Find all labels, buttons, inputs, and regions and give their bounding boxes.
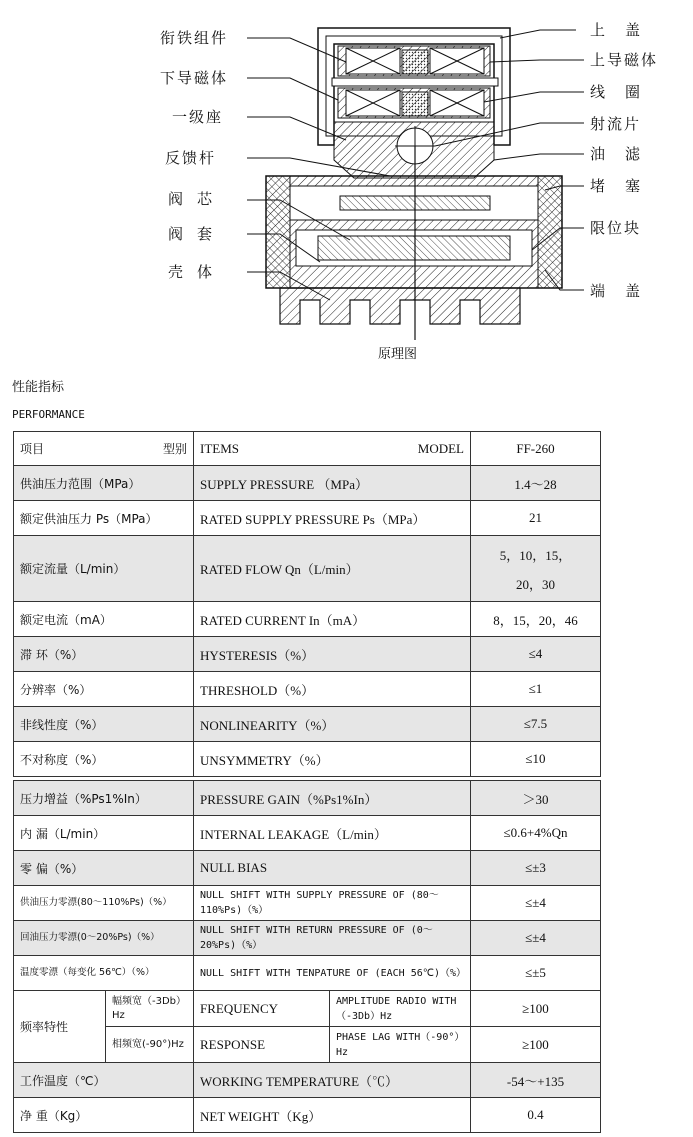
row-value-line: -54～+135 <box>506 1073 565 1089</box>
table-row-frequency-1 <box>14 991 601 1027</box>
table-row <box>14 1098 601 1133</box>
row-label-en: INTERNAL LEAKAGE（L/min） <box>194 816 471 851</box>
label-first-stage-seat: 一级座 <box>172 108 224 126</box>
row-value <box>471 956 601 991</box>
header-item-cell <box>14 432 194 466</box>
row-label-en: HYSTERESIS（%） <box>194 637 471 672</box>
row-label-en: NONLINEARITY（%） <box>194 707 471 742</box>
table-body-b <box>14 781 601 991</box>
freq-cn: 频率特性 <box>14 991 106 1063</box>
row-label-en: WORKING TEMPERATURE（℃） <box>194 1063 471 1098</box>
label-top-cover: 上盖 <box>590 21 661 39</box>
row-value-line: 8，15，20，46 <box>493 612 578 628</box>
row-value <box>471 1098 601 1133</box>
row-label-en: NULL BIAS <box>194 851 471 886</box>
header-item-cn: 项目 <box>20 442 45 456</box>
row-value-line: ≤±5 <box>525 965 546 980</box>
row-value-line: 1.4～28 <box>514 476 557 492</box>
freq-en-sub2: PHASE LAG WITH（-90°）Hz <box>330 1027 471 1063</box>
table-row <box>14 1063 601 1098</box>
row-label-en: NET WEIGHT（Kg） <box>194 1098 471 1133</box>
freq-sub1: 幅频宽（-3Db）Hz <box>106 991 194 1027</box>
label-oil-filter: 油滤 <box>590 145 661 163</box>
row-value <box>471 1063 601 1098</box>
row-label-cn: 额定供油压力 Ps（MPa） <box>14 501 194 536</box>
freq-sub2: 相频宽(-90°)Hz <box>106 1027 194 1063</box>
table-header-row <box>14 432 601 466</box>
freq-en-sub1: AMPLITUDE RADIO WITH（-3Db）Hz <box>330 991 471 1027</box>
table-body-c <box>14 1063 601 1133</box>
row-label-cn: 工作温度（℃） <box>14 1063 194 1098</box>
label-coil: 线圈 <box>590 83 661 101</box>
table-row <box>14 501 601 536</box>
row-label-en: THRESHOLD（%） <box>194 672 471 707</box>
heading-performance-en: PERFORMANCE <box>12 408 85 421</box>
row-label-cn: 不对称度（%） <box>14 742 194 777</box>
row-label-cn: 净 重（Kg） <box>14 1098 194 1133</box>
schematic-diagram <box>0 0 693 362</box>
label-armature-assembly: 衔铁组件 <box>160 29 229 47</box>
freq-en2: RESPONSE <box>194 1027 330 1063</box>
header-model-value: FF-260 <box>471 432 601 466</box>
row-label-cn: 额定电流（mA） <box>14 602 194 637</box>
row-value-line: ≤±4 <box>525 895 546 910</box>
label-plug: 堵塞 <box>590 177 661 195</box>
row-label-cn: 供油压力零漂(80～110%Ps)（%） <box>14 886 194 921</box>
table-row <box>14 536 601 602</box>
row-label-en: RATED CURRENT In（mA） <box>194 602 471 637</box>
row-value <box>471 781 601 816</box>
row-value-line: ≤±3 <box>525 860 546 875</box>
header-items-en: ITEMS <box>200 440 239 456</box>
row-value-line: 21 <box>529 510 542 525</box>
row-value <box>471 466 601 501</box>
table-row <box>14 707 601 742</box>
row-value-line: ≤0.6+4%Qn <box>503 825 568 840</box>
table-row <box>14 886 601 921</box>
label-end-cap: 端盖 <box>590 282 661 300</box>
table-row <box>14 956 601 991</box>
row-value <box>471 672 601 707</box>
label-limit-block: 限位块 <box>590 219 642 237</box>
header-model-en: MODEL <box>417 440 464 456</box>
header-model-cn: 型别 <box>162 442 187 456</box>
row-value-line: ≤±4 <box>525 930 546 945</box>
table-row <box>14 466 601 501</box>
table-body-a <box>14 466 601 777</box>
diagram-caption: 原理图 <box>378 347 418 362</box>
label-spool: 阀芯 <box>168 190 227 208</box>
freq-en1: FREQUENCY <box>194 991 330 1027</box>
table-row <box>14 851 601 886</box>
table-row <box>14 637 601 672</box>
row-value-line-2: 20，30 <box>515 576 555 592</box>
row-label-en: RATED FLOW Qn（L/min） <box>194 536 471 602</box>
row-value <box>471 851 601 886</box>
row-label-cn: 温度零漂（每变化 56℃）（%） <box>14 956 194 991</box>
label-jet-plate: 射流片 <box>590 115 642 133</box>
row-label-en: SUPPLY PRESSURE （MPa） <box>194 466 471 501</box>
label-upper-magnet: 上导磁体 <box>590 51 659 69</box>
row-value <box>471 536 601 602</box>
row-value <box>471 816 601 851</box>
label-lower-magnet: 下导磁体 <box>160 69 229 87</box>
table-row <box>14 742 601 777</box>
row-label-en: RATED SUPPLY PRESSURE Ps（MPa） <box>194 501 471 536</box>
row-value-line: ≤1 <box>528 681 543 696</box>
header-items-cell <box>194 432 471 466</box>
label-feedback-rod: 反馈杆 <box>165 149 217 167</box>
row-value <box>471 707 601 742</box>
row-value <box>471 921 601 956</box>
row-label-cn: 零 偏（%） <box>14 851 194 886</box>
row-value <box>471 501 601 536</box>
row-value-line: ≤7.5 <box>523 716 548 731</box>
row-value <box>471 742 601 777</box>
table-row <box>14 781 601 816</box>
row-label-cn: 压力增益（%Ps1%In） <box>14 781 194 816</box>
performance-table <box>13 431 601 1133</box>
row-label-cn: 分辨率（%） <box>14 672 194 707</box>
row-value-line: 0.4 <box>527 1107 544 1122</box>
row-label-cn: 滞 环（%） <box>14 637 194 672</box>
heading-performance-cn: 性能指标 <box>12 380 65 395</box>
row-label-en: NULL SHIFT WITH RETURN PRESSURE OF (0～20%Ps)（%） <box>194 921 471 956</box>
row-label-en: PRESSURE GAIN（%Ps1%In） <box>194 781 471 816</box>
row-label-cn: 内 漏（L/min） <box>14 816 194 851</box>
table-row <box>14 921 601 956</box>
row-value-line: ＞30 <box>522 791 549 807</box>
row-label-en: NULL SHIFT WITH TENPATURE OF (EACH 56℃)（%） <box>194 956 471 991</box>
row-value <box>471 637 601 672</box>
row-value-line: ≤4 <box>528 646 543 661</box>
label-sleeve: 阀套 <box>168 225 227 243</box>
freq-val1: ≥100 <box>471 991 601 1027</box>
table-row <box>14 602 601 637</box>
row-value-line: ≤10 <box>525 751 546 766</box>
row-label-cn: 额定流量（L/min） <box>14 536 194 602</box>
row-value <box>471 886 601 921</box>
label-housing: 壳体 <box>168 263 227 281</box>
row-value-line: 5，10，15， <box>499 547 572 563</box>
row-label-cn: 供油压力范围（MPa） <box>14 466 194 501</box>
row-label-cn: 非线性度（%） <box>14 707 194 742</box>
table-row <box>14 816 601 851</box>
row-label-cn: 回油压力零漂(0～20%Ps)（%） <box>14 921 194 956</box>
table-row <box>14 672 601 707</box>
row-value <box>471 602 601 637</box>
row-label-en: UNSYMMETRY（%） <box>194 742 471 777</box>
freq-val2: ≥100 <box>471 1027 601 1063</box>
row-label-en: NULL SHIFT WITH SUPPLY PRESSURE OF (80～110%Ps)（%） <box>194 886 471 921</box>
